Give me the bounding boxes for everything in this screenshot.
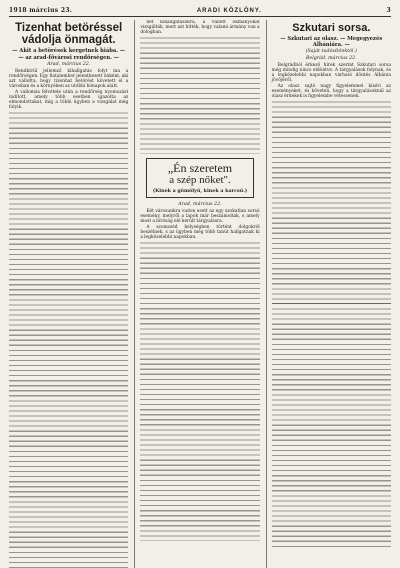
article-dateline: Arad, március 22. [46,62,91,67]
column-3 [266,20,391,568]
article-dateline: Belgrád, március 22. [305,56,357,61]
article-paragraph: A vallomás felvétele után a rendőrség nyomozást indított, amely több esetben igazolta az elmondottakat, míg a többi ügyben a vizsgálat még folyik. [9,89,129,110]
box-headline-line-2: a szép nőket". [169,174,231,187]
article-subhead: — Szkutari az olasz. — Megegyezés Albániára. — [280,36,383,48]
article-paragraph: hét kihallgatásokra, a vallott okmányokat vizsgálták, mert azt hitték, hogy valami ármány van a dologban. [140,20,260,36]
article-subhead: — Akit a betörések kergetnek hiába. — [12,48,126,54]
body-text-lines [140,36,259,154]
newspaper-title: ARADI KÖZLÖNY. [196,8,262,14]
article-headline: Tizenhat betöréssel vádolja önmagát. [15,22,123,46]
column-1 [9,20,128,568]
column-2 [134,20,259,568]
article-paragraph: A szomszéd helységben történt dolgokról beszélnek, s az ügyben még több tanút hallgatnak ki a legközelebbi napokban. [140,224,260,240]
columns [9,20,391,568]
headline-box [146,158,253,198]
article-subhead-2: — az arad-fővárosi rendőrségen. — [18,55,119,61]
article-dateline: Arad, március 22. [178,202,222,208]
issue-date: 1918 március 23. [9,7,73,14]
body-text-lines [272,307,391,547]
body-text-lines [272,100,391,300]
column-divider [272,303,391,304]
body-text-lines [140,241,259,541]
article-paragraph: Két városunkra vadon esett az egy szokatlan sorsú esemény, melyről a lapok már beszámoltak, s amely most a bíróság elé került tárgyalásra. [140,209,260,225]
article-headline: Szkutari sorsa. [292,22,371,34]
article-paragraph: Rendkívül jellemző kihallgatás folyt ma a rendőrségen. Egy fiatalember jelentkezett önként, aki azt vallotta, hogy tizenhat betörést követett el a városban és a környéken az utóbbi hónapok alatt. [9,69,129,90]
box-headline-line-1: „Én szeretem [167,161,233,176]
article-paragraph: Az olasz sajtó nagy figyelemmel kíséri az eseményeket, és követeli, hogy a tárgyalásoknál az olasz érdekek is figyelembe vétessenek. [271,83,391,99]
body-text-lines [9,111,128,568]
article-source: (Saját tudósítónktól.) [305,49,357,54]
page-header [9,4,391,17]
article-paragraph: Belgrádból érkező hírek szerint Szkutari sorsa még mindig nincs eldöntve. A tárgyalások folynak, és a legközelebbi napokban várható döntés Albánia jövőjéről. [271,63,391,84]
page-number: 3 [386,7,391,14]
box-subheadline: (Kinek a gömölyü, kinek a karcsú.) [152,188,248,195]
